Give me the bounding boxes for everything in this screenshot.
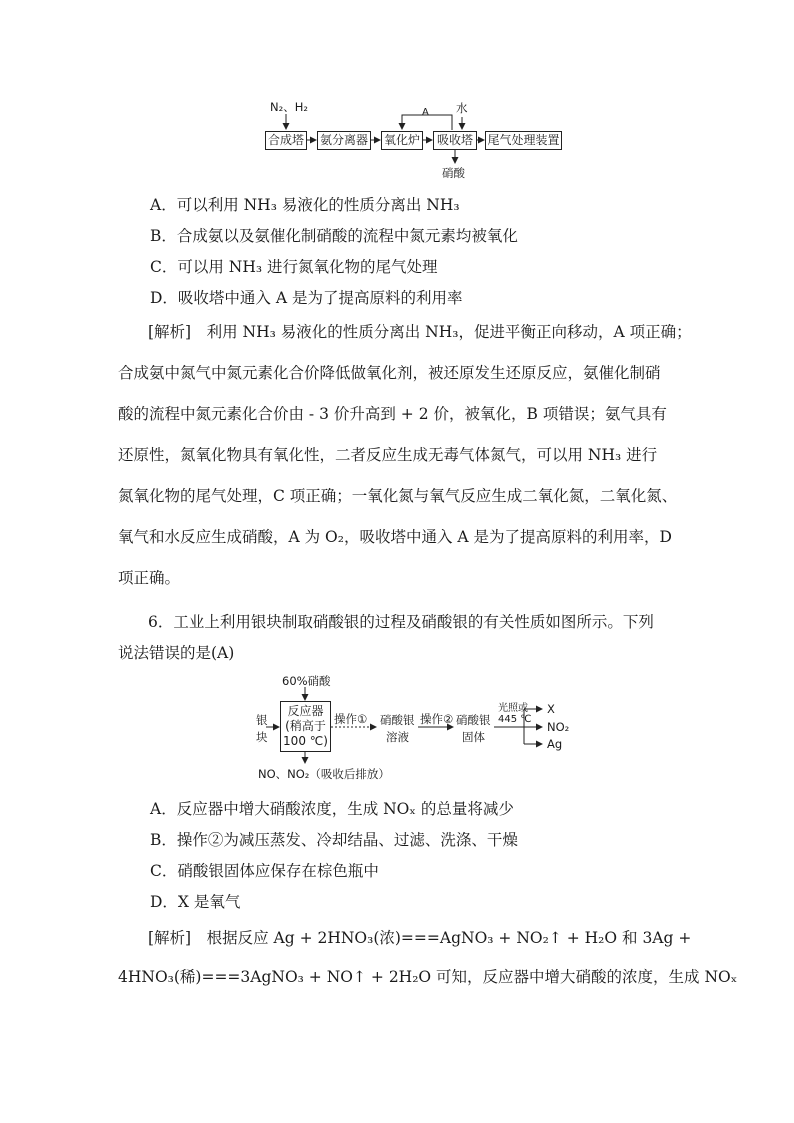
analysis-line: [解析] 根据反应 Ag + 2HNO₃(浓)===AgNO₃ + NO₂↑ + H₂O 和 3Ag + — [148, 929, 692, 947]
analysis-line: 氮氧化物的尾气处理，C 项正确；一氧化氮与氧气反应生成二氧化氮，二氧化氮、 — [118, 487, 678, 505]
reactor-box — [280, 701, 331, 752]
feed-label: N₂、H₂ — [270, 100, 308, 114]
product-ag: Ag — [547, 737, 563, 751]
op2-label: 操作② — [420, 712, 454, 726]
q6-option-c: C．硝酸银固体应保存在棕色瓶中 — [150, 862, 379, 880]
analysis-line: 还原性，氮氧化物具有氧化性，二者反应生成无毒气体氮气，可以用 NH₃ 进行 — [118, 446, 658, 464]
q5-option-b: B．合成氨以及氨催化制硝酸的流程中氮元素均被氧化 — [150, 227, 518, 245]
q6-option-b: B．操作②为减压蒸发、冷却结晶、过滤、洗涤、干燥 — [150, 831, 518, 849]
solution-line: 溶液 — [386, 730, 409, 744]
reactor-line: 反应器 — [287, 704, 324, 718]
analysis-line: 合成氨中氮气中氮元素化合价降低做氧化剂，被还原发生还原反应，氨催化制硝 — [118, 364, 661, 382]
q5-option-c: C．可以用 NH₃ 进行氮氧化物的尾气处理 — [150, 258, 438, 276]
product-label: 硝酸 — [442, 166, 465, 180]
analysis-line: 项正确。 — [118, 569, 181, 587]
synthesis-tower-box: 合成塔 — [265, 131, 307, 150]
analysis-line: 4HNO₃(稀)===3AgNO₃ + NO↑ + 2H₂O 可知，反应器中增大硝酸的浓度，生成 NOₓ — [118, 968, 738, 986]
q6-stem-line: 6．工业上利用银块制取硝酸银的过程及硝酸银的有关性质如图所示。下列 — [148, 613, 654, 631]
q5-option-a: A．可以利用 NH₃ 易液化的性质分离出 NH₃ — [150, 196, 460, 214]
silver-label-1: 银 — [256, 713, 268, 727]
q5-option-d: D．吸收塔中通入 A 是为了提高原料的利用率 — [150, 289, 463, 307]
analysis-line: 酸的流程中氮元素化合价由 - 3 价升高到 + 2 价，被氧化，B 项错误；氨气具有 — [118, 405, 667, 423]
product-x: X — [547, 702, 555, 716]
acid-label: 60%硝酸 — [282, 674, 331, 688]
q6-option-a: A．反应器中增大硝酸浓度，生成 NOₓ 的总量将减少 — [150, 800, 514, 818]
solution-line: 硝酸银 — [380, 713, 415, 727]
op1-label: 操作① — [334, 712, 368, 726]
tail-gas-treatment-box: 尾气处理装置 — [485, 131, 562, 150]
analysis-line: [解析] 利用 NH₃ 易液化的性质分离出 NH₃，促进平衡正向移动，A 项正确； — [148, 323, 692, 341]
q6-option-d: D．X 是氧气 — [150, 893, 241, 911]
analysis-line: 氧气和水反应生成硝酸，A 为 O₂，吸收塔中通入 A 是为了提高原料的利用率，D — [118, 528, 672, 546]
reactor-line: (稍高于 — [285, 719, 326, 733]
water-label: 水 — [456, 101, 468, 115]
solid-line: 固体 — [462, 730, 485, 744]
reactor-line: 100 ℃) — [283, 734, 328, 748]
oxidation-furnace-box: 氧化炉 — [381, 131, 423, 150]
condition-line: 光照或 — [498, 703, 528, 714]
a-loop-label: A — [422, 107, 429, 118]
condition-line: 445 ℃ — [498, 714, 532, 725]
product-no2: NO₂ — [547, 720, 570, 734]
absorption-tower-box: 吸收塔 — [433, 131, 477, 150]
gas-label: NO、NO₂（吸收后排放） — [258, 767, 390, 781]
ammonia-separator-box: 氨分离器 — [317, 131, 371, 150]
solid-line: 硝酸银 — [456, 713, 491, 727]
q6-stem-line: 说法错误的是(A) — [118, 644, 235, 662]
silver-label-2: 块 — [256, 730, 268, 744]
